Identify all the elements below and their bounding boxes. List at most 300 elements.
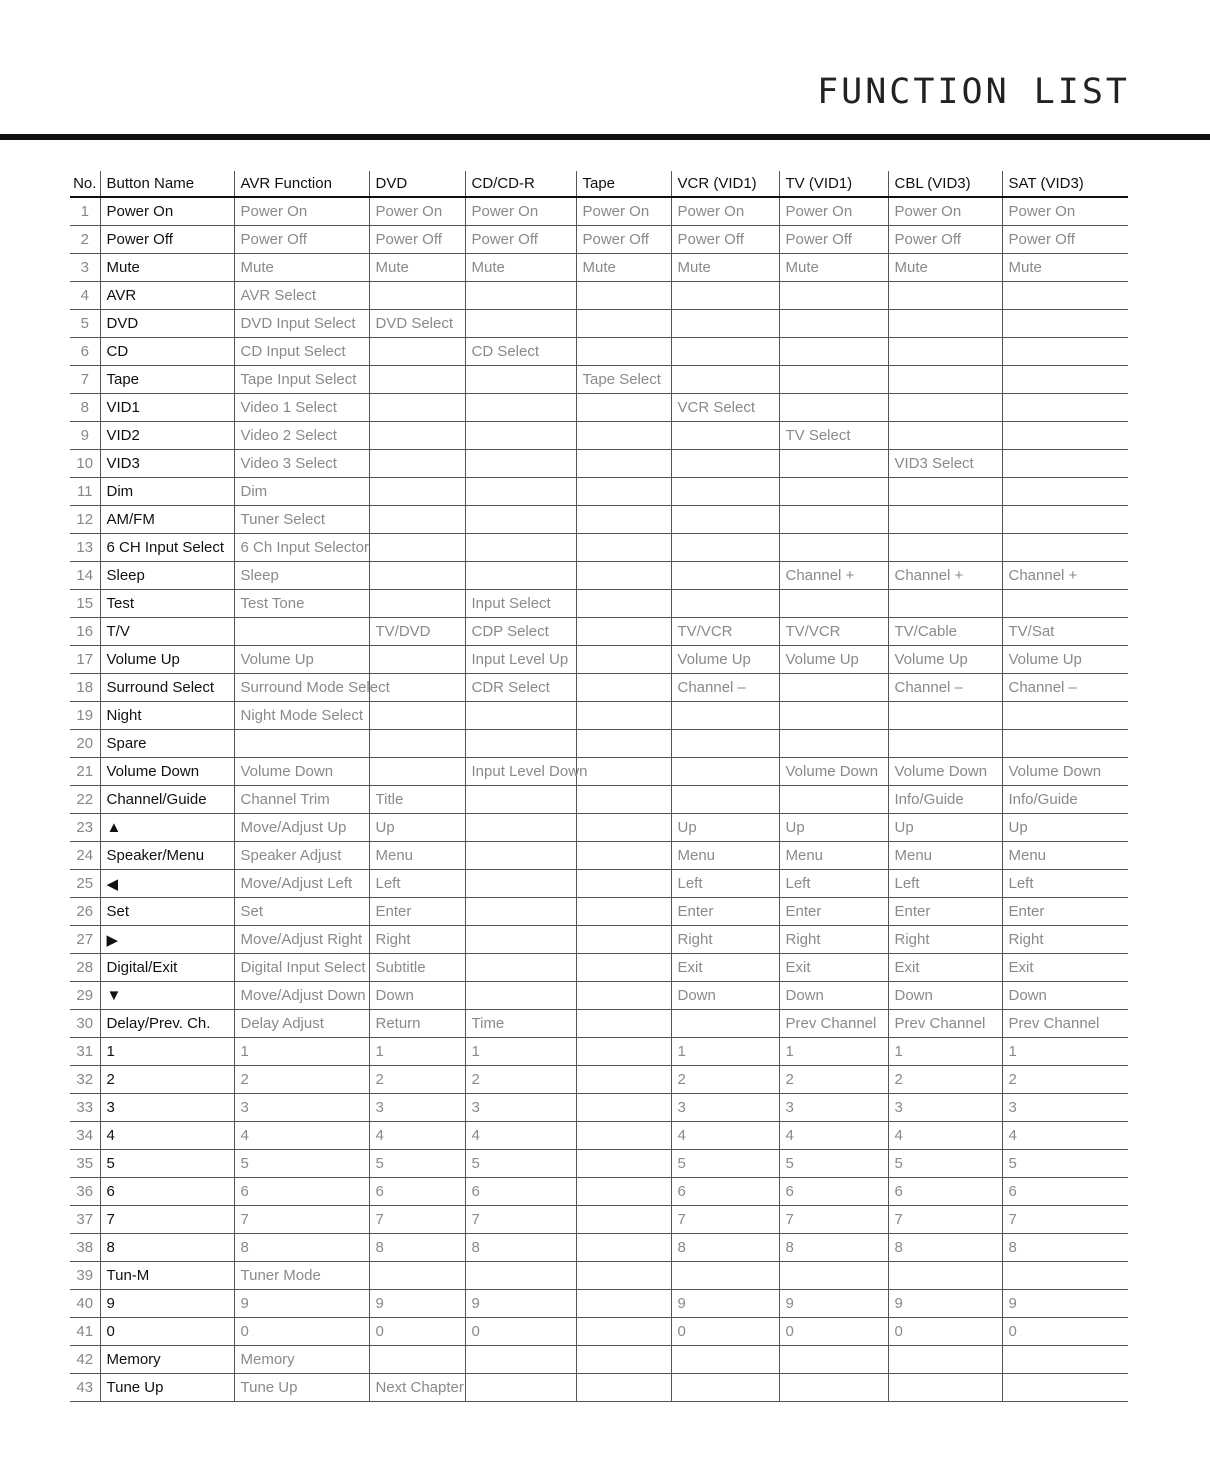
table-row bbox=[70, 842, 1128, 870]
cell-button-name: Channel/Guide bbox=[100, 786, 234, 814]
col-header-button-name: Button Name bbox=[100, 171, 234, 197]
cell-tv bbox=[779, 1374, 888, 1402]
cell-tape: Tape Select bbox=[576, 366, 671, 394]
cell-vcr bbox=[671, 338, 779, 366]
cell-sat: 5 bbox=[1002, 1150, 1128, 1178]
cell-cd bbox=[465, 786, 576, 814]
cell-cd: CDR Select bbox=[465, 674, 576, 702]
cell-vcr bbox=[671, 730, 779, 758]
cell-cbl bbox=[888, 338, 1002, 366]
cell-cd bbox=[465, 366, 576, 394]
cell-dvd bbox=[369, 282, 465, 310]
cell-vcr: 3 bbox=[671, 1094, 779, 1122]
cell-no: 18 bbox=[70, 674, 100, 702]
cell-avr-function: Tune Up bbox=[234, 1374, 369, 1402]
cell-dvd bbox=[369, 646, 465, 674]
cell-tape bbox=[576, 618, 671, 646]
cell-avr-function: AVR Select bbox=[234, 282, 369, 310]
cell-avr-function: 5 bbox=[234, 1150, 369, 1178]
cell-cd: Time bbox=[465, 1010, 576, 1038]
cell-cbl: 7 bbox=[888, 1206, 1002, 1234]
cell-sat bbox=[1002, 422, 1128, 450]
table-row bbox=[70, 982, 1128, 1010]
cell-avr-function: Memory bbox=[234, 1346, 369, 1374]
table-row bbox=[70, 478, 1128, 506]
cell-avr-function: Volume Down bbox=[234, 758, 369, 786]
cell-no: 14 bbox=[70, 562, 100, 590]
cell-vcr bbox=[671, 450, 779, 478]
table-row bbox=[70, 926, 1128, 954]
cell-cd: 6 bbox=[465, 1178, 576, 1206]
cell-button-name: Dim bbox=[100, 478, 234, 506]
cell-sat: 4 bbox=[1002, 1122, 1128, 1150]
cell-dvd bbox=[369, 422, 465, 450]
col-header-avr-function: AVR Function bbox=[234, 171, 369, 197]
table-row bbox=[70, 534, 1128, 562]
cell-cd: 3 bbox=[465, 1094, 576, 1122]
cell-tape bbox=[576, 590, 671, 618]
cell-tv: Power On bbox=[779, 197, 888, 226]
cell-sat: Volume Down bbox=[1002, 758, 1128, 786]
cell-tv: Exit bbox=[779, 954, 888, 982]
cell-cbl bbox=[888, 394, 1002, 422]
cell-tape bbox=[576, 898, 671, 926]
cell-vcr: Volume Up bbox=[671, 646, 779, 674]
cell-sat: Power Off bbox=[1002, 226, 1128, 254]
cell-cd bbox=[465, 282, 576, 310]
cell-dvd bbox=[369, 506, 465, 534]
cell-dvd: Subtitle bbox=[369, 954, 465, 982]
table-row bbox=[70, 702, 1128, 730]
cell-button-name: Surround Select bbox=[100, 674, 234, 702]
table-row bbox=[70, 1234, 1128, 1262]
cell-avr-function: Surround Mode Select bbox=[234, 674, 369, 702]
cell-avr-function: Dim bbox=[234, 478, 369, 506]
table-row bbox=[70, 338, 1128, 366]
cell-cbl bbox=[888, 702, 1002, 730]
cell-sat: 0 bbox=[1002, 1318, 1128, 1346]
cell-sat bbox=[1002, 702, 1128, 730]
cell-button-name: Sleep bbox=[100, 562, 234, 590]
cell-vcr: Power On bbox=[671, 197, 779, 226]
page-title: FUNCTION LIST bbox=[817, 72, 1130, 112]
cell-sat: 8 bbox=[1002, 1234, 1128, 1262]
cell-no: 7 bbox=[70, 366, 100, 394]
cell-dvd: 6 bbox=[369, 1178, 465, 1206]
cell-dvd bbox=[369, 730, 465, 758]
cell-sat bbox=[1002, 338, 1128, 366]
cell-vcr: 7 bbox=[671, 1206, 779, 1234]
cell-button-name: 6 bbox=[100, 1178, 234, 1206]
cell-no: 21 bbox=[70, 758, 100, 786]
cell-avr-function: Night Mode Select bbox=[234, 702, 369, 730]
cell-sat: Menu bbox=[1002, 842, 1128, 870]
cell-tape bbox=[576, 282, 671, 310]
cell-dvd bbox=[369, 702, 465, 730]
cell-no: 24 bbox=[70, 842, 100, 870]
cell-vcr: 9 bbox=[671, 1290, 779, 1318]
cell-cbl: Enter bbox=[888, 898, 1002, 926]
cell-vcr: Down bbox=[671, 982, 779, 1010]
cell-cd: Mute bbox=[465, 254, 576, 282]
table-row bbox=[70, 197, 1128, 226]
function-table-body bbox=[70, 197, 1128, 1402]
cell-dvd: 5 bbox=[369, 1150, 465, 1178]
cell-vcr: Menu bbox=[671, 842, 779, 870]
cell-cd: 0 bbox=[465, 1318, 576, 1346]
cell-cbl: 4 bbox=[888, 1122, 1002, 1150]
cell-tape bbox=[576, 730, 671, 758]
cell-cd bbox=[465, 926, 576, 954]
cell-dvd: Power On bbox=[369, 197, 465, 226]
cell-tape bbox=[576, 450, 671, 478]
table-row bbox=[70, 1206, 1128, 1234]
cell-avr-function: Tape Input Select bbox=[234, 366, 369, 394]
cell-tape bbox=[576, 1178, 671, 1206]
cell-button-name: Delay/Prev. Ch. bbox=[100, 1010, 234, 1038]
cell-sat bbox=[1002, 310, 1128, 338]
cell-cbl: Channel – bbox=[888, 674, 1002, 702]
cell-sat bbox=[1002, 506, 1128, 534]
cell-cd: 5 bbox=[465, 1150, 576, 1178]
table-row bbox=[70, 1038, 1128, 1066]
cell-sat: 3 bbox=[1002, 1094, 1128, 1122]
cell-no: 40 bbox=[70, 1290, 100, 1318]
table-row bbox=[70, 282, 1128, 310]
cell-cbl bbox=[888, 1374, 1002, 1402]
cell-cd bbox=[465, 954, 576, 982]
table-row bbox=[70, 674, 1128, 702]
cell-tv: Down bbox=[779, 982, 888, 1010]
cell-button-name: 5 bbox=[100, 1150, 234, 1178]
cell-cd: Input Select bbox=[465, 590, 576, 618]
cell-cd bbox=[465, 898, 576, 926]
cell-tv bbox=[779, 786, 888, 814]
cell-button-name: Power Off bbox=[100, 226, 234, 254]
cell-avr-function: Speaker Adjust bbox=[234, 842, 369, 870]
cell-no: 42 bbox=[70, 1346, 100, 1374]
cell-cbl: VID3 Select bbox=[888, 450, 1002, 478]
cell-sat: Left bbox=[1002, 870, 1128, 898]
cell-cd bbox=[465, 814, 576, 842]
cell-cd bbox=[465, 730, 576, 758]
cell-vcr bbox=[671, 310, 779, 338]
cell-button-name: 4 bbox=[100, 1122, 234, 1150]
cell-cd: CDP Select bbox=[465, 618, 576, 646]
cell-cd bbox=[465, 1262, 576, 1290]
cell-tape bbox=[576, 394, 671, 422]
cell-button-name: Power On bbox=[100, 197, 234, 226]
cell-no: 22 bbox=[70, 786, 100, 814]
cell-sat: Volume Up bbox=[1002, 646, 1128, 674]
cell-cbl: Menu bbox=[888, 842, 1002, 870]
cell-no: 37 bbox=[70, 1206, 100, 1234]
cell-tv: 8 bbox=[779, 1234, 888, 1262]
cell-button-name: VID1 bbox=[100, 394, 234, 422]
cell-sat bbox=[1002, 1262, 1128, 1290]
cell-dvd bbox=[369, 394, 465, 422]
table-row bbox=[70, 786, 1128, 814]
cell-cbl bbox=[888, 590, 1002, 618]
cell-sat: Channel + bbox=[1002, 562, 1128, 590]
cell-no: 16 bbox=[70, 618, 100, 646]
cell-tape bbox=[576, 562, 671, 590]
cell-tv: Channel + bbox=[779, 562, 888, 590]
cell-button-name: 9 bbox=[100, 1290, 234, 1318]
cell-no: 43 bbox=[70, 1374, 100, 1402]
cell-avr-function: Volume Up bbox=[234, 646, 369, 674]
cell-tape bbox=[576, 338, 671, 366]
cell-button-name: 7 bbox=[100, 1206, 234, 1234]
cell-cbl: Prev Channel bbox=[888, 1010, 1002, 1038]
cell-tape bbox=[576, 1066, 671, 1094]
cell-no: 28 bbox=[70, 954, 100, 982]
table-row bbox=[70, 1178, 1128, 1206]
cell-sat: Prev Channel bbox=[1002, 1010, 1128, 1038]
cell-dvd: 0 bbox=[369, 1318, 465, 1346]
cell-vcr bbox=[671, 758, 779, 786]
cell-avr-function: Move/Adjust Left bbox=[234, 870, 369, 898]
cell-tape bbox=[576, 646, 671, 674]
cell-button-name: 2 bbox=[100, 1066, 234, 1094]
cell-tape bbox=[576, 842, 671, 870]
cell-no: 6 bbox=[70, 338, 100, 366]
cell-dvd: Up bbox=[369, 814, 465, 842]
cell-sat: Mute bbox=[1002, 254, 1128, 282]
cell-no: 13 bbox=[70, 534, 100, 562]
cell-tv: Volume Down bbox=[779, 758, 888, 786]
cell-avr-function: 6 bbox=[234, 1178, 369, 1206]
cell-avr-function: Tuner Mode bbox=[234, 1262, 369, 1290]
table-row bbox=[70, 1318, 1128, 1346]
cell-button-name: AM/FM bbox=[100, 506, 234, 534]
cell-vcr: Mute bbox=[671, 254, 779, 282]
cell-button-name: Speaker/Menu bbox=[100, 842, 234, 870]
cell-cd: Input Level Down bbox=[465, 758, 576, 786]
cell-button-name: ▲ bbox=[100, 814, 234, 842]
cell-vcr bbox=[671, 702, 779, 730]
cell-button-name: VID2 bbox=[100, 422, 234, 450]
cell-vcr bbox=[671, 478, 779, 506]
table-row bbox=[70, 870, 1128, 898]
table-row bbox=[70, 254, 1128, 282]
cell-sat bbox=[1002, 1346, 1128, 1374]
cell-cbl bbox=[888, 422, 1002, 450]
cell-no: 30 bbox=[70, 1010, 100, 1038]
cell-tv bbox=[779, 366, 888, 394]
cell-tv: 0 bbox=[779, 1318, 888, 1346]
cell-avr-function: DVD Input Select bbox=[234, 310, 369, 338]
cell-button-name: Mute bbox=[100, 254, 234, 282]
cell-cbl: Exit bbox=[888, 954, 1002, 982]
cell-vcr: Right bbox=[671, 926, 779, 954]
cell-sat: TV/Sat bbox=[1002, 618, 1128, 646]
cell-tape bbox=[576, 534, 671, 562]
cell-sat: Right bbox=[1002, 926, 1128, 954]
table-row bbox=[70, 758, 1128, 786]
cell-button-name: Test bbox=[100, 590, 234, 618]
col-header-vcr: VCR (VID1) bbox=[671, 171, 779, 197]
cell-tv: Power Off bbox=[779, 226, 888, 254]
cell-tv: Prev Channel bbox=[779, 1010, 888, 1038]
cell-dvd bbox=[369, 1262, 465, 1290]
cell-no: 23 bbox=[70, 814, 100, 842]
table-row bbox=[70, 1094, 1128, 1122]
cell-tape: Power Off bbox=[576, 226, 671, 254]
cell-tv: Enter bbox=[779, 898, 888, 926]
cell-avr-function: Digital Input Select bbox=[234, 954, 369, 982]
cell-tape bbox=[576, 786, 671, 814]
cell-cd bbox=[465, 310, 576, 338]
table-row bbox=[70, 618, 1128, 646]
cell-sat: 7 bbox=[1002, 1206, 1128, 1234]
cell-no: 27 bbox=[70, 926, 100, 954]
cell-dvd: Power Off bbox=[369, 226, 465, 254]
cell-tv bbox=[779, 1262, 888, 1290]
cell-dvd: TV/DVD bbox=[369, 618, 465, 646]
table-row bbox=[70, 646, 1128, 674]
cell-tv bbox=[779, 478, 888, 506]
cell-vcr: Left bbox=[671, 870, 779, 898]
cell-cbl bbox=[888, 1346, 1002, 1374]
cell-cbl: 9 bbox=[888, 1290, 1002, 1318]
table-row bbox=[70, 590, 1128, 618]
cell-avr-function bbox=[234, 618, 369, 646]
cell-avr-function: 1 bbox=[234, 1038, 369, 1066]
cell-cd: 8 bbox=[465, 1234, 576, 1262]
cell-sat bbox=[1002, 366, 1128, 394]
cell-avr-function: Video 1 Select bbox=[234, 394, 369, 422]
col-header-tape: Tape bbox=[576, 171, 671, 197]
table-row bbox=[70, 394, 1128, 422]
col-header-no: No. bbox=[70, 171, 100, 197]
cell-button-name: ▶ bbox=[100, 926, 234, 954]
cell-tv: 2 bbox=[779, 1066, 888, 1094]
cell-vcr bbox=[671, 1010, 779, 1038]
cell-avr-function: 3 bbox=[234, 1094, 369, 1122]
cell-dvd: Mute bbox=[369, 254, 465, 282]
cell-avr-function: Set bbox=[234, 898, 369, 926]
table-row bbox=[70, 1290, 1128, 1318]
cell-cd bbox=[465, 422, 576, 450]
cell-button-name: Volume Down bbox=[100, 758, 234, 786]
cell-vcr bbox=[671, 282, 779, 310]
cell-cbl: 1 bbox=[888, 1038, 1002, 1066]
cell-cbl: 6 bbox=[888, 1178, 1002, 1206]
cell-dvd: Left bbox=[369, 870, 465, 898]
table-row bbox=[70, 1346, 1128, 1374]
cell-button-name: Tune Up bbox=[100, 1374, 234, 1402]
cell-dvd: 1 bbox=[369, 1038, 465, 1066]
cell-tv: 9 bbox=[779, 1290, 888, 1318]
cell-tape bbox=[576, 506, 671, 534]
cell-no: 8 bbox=[70, 394, 100, 422]
cell-dvd bbox=[369, 478, 465, 506]
table-row bbox=[70, 506, 1128, 534]
cell-tape: Mute bbox=[576, 254, 671, 282]
cell-tape bbox=[576, 870, 671, 898]
cell-button-name: DVD bbox=[100, 310, 234, 338]
col-header-cd: CD/CD-R bbox=[465, 171, 576, 197]
cell-vcr: Power Off bbox=[671, 226, 779, 254]
cell-avr-function bbox=[234, 730, 369, 758]
cell-tv: 3 bbox=[779, 1094, 888, 1122]
cell-no: 12 bbox=[70, 506, 100, 534]
cell-tape bbox=[576, 1206, 671, 1234]
cell-no: 19 bbox=[70, 702, 100, 730]
cell-avr-function: Channel Trim bbox=[234, 786, 369, 814]
col-header-dvd: DVD bbox=[369, 171, 465, 197]
cell-tv bbox=[779, 282, 888, 310]
cell-no: 41 bbox=[70, 1318, 100, 1346]
cell-tape bbox=[576, 954, 671, 982]
cell-sat: 6 bbox=[1002, 1178, 1128, 1206]
cell-cbl: 2 bbox=[888, 1066, 1002, 1094]
cell-avr-function: 4 bbox=[234, 1122, 369, 1150]
cell-no: 2 bbox=[70, 226, 100, 254]
cell-cbl bbox=[888, 534, 1002, 562]
cell-button-name: ◀ bbox=[100, 870, 234, 898]
cell-cbl: Info/Guide bbox=[888, 786, 1002, 814]
cell-vcr bbox=[671, 562, 779, 590]
cell-vcr bbox=[671, 506, 779, 534]
cell-no: 25 bbox=[70, 870, 100, 898]
cell-tape bbox=[576, 1094, 671, 1122]
cell-cd bbox=[465, 982, 576, 1010]
cell-dvd: 3 bbox=[369, 1094, 465, 1122]
cell-dvd: DVD Select bbox=[369, 310, 465, 338]
cell-cd: Power Off bbox=[465, 226, 576, 254]
cell-tape bbox=[576, 1346, 671, 1374]
cell-dvd: 7 bbox=[369, 1206, 465, 1234]
cell-tv: Left bbox=[779, 870, 888, 898]
title-rule bbox=[0, 134, 1210, 140]
cell-tape bbox=[576, 1038, 671, 1066]
cell-no: 33 bbox=[70, 1094, 100, 1122]
cell-button-name: 1 bbox=[100, 1038, 234, 1066]
cell-dvd bbox=[369, 758, 465, 786]
cell-button-name: T/V bbox=[100, 618, 234, 646]
cell-cbl: Power Off bbox=[888, 226, 1002, 254]
cell-vcr: 8 bbox=[671, 1234, 779, 1262]
cell-no: 20 bbox=[70, 730, 100, 758]
cell-cd bbox=[465, 1346, 576, 1374]
cell-dvd: Next Chapter bbox=[369, 1374, 465, 1402]
cell-tape bbox=[576, 758, 671, 786]
cell-dvd: Return bbox=[369, 1010, 465, 1038]
cell-avr-function: Delay Adjust bbox=[234, 1010, 369, 1038]
cell-sat: Exit bbox=[1002, 954, 1128, 982]
cell-tv: TV Select bbox=[779, 422, 888, 450]
cell-cd: 9 bbox=[465, 1290, 576, 1318]
cell-dvd: Enter bbox=[369, 898, 465, 926]
col-header-tv: TV (VID1) bbox=[779, 171, 888, 197]
cell-cbl: Channel + bbox=[888, 562, 1002, 590]
col-header-cbl: CBL (VID3) bbox=[888, 171, 1002, 197]
cell-button-name: CD bbox=[100, 338, 234, 366]
cell-tv bbox=[779, 338, 888, 366]
cell-tv: 5 bbox=[779, 1150, 888, 1178]
cell-cd: 2 bbox=[465, 1066, 576, 1094]
col-header-sat: SAT (VID3) bbox=[1002, 171, 1128, 197]
cell-cbl: TV/Cable bbox=[888, 618, 1002, 646]
cell-button-name: Tun-M bbox=[100, 1262, 234, 1290]
table-row bbox=[70, 366, 1128, 394]
cell-dvd: Menu bbox=[369, 842, 465, 870]
cell-tape bbox=[576, 982, 671, 1010]
cell-dvd: 9 bbox=[369, 1290, 465, 1318]
cell-cbl: Right bbox=[888, 926, 1002, 954]
